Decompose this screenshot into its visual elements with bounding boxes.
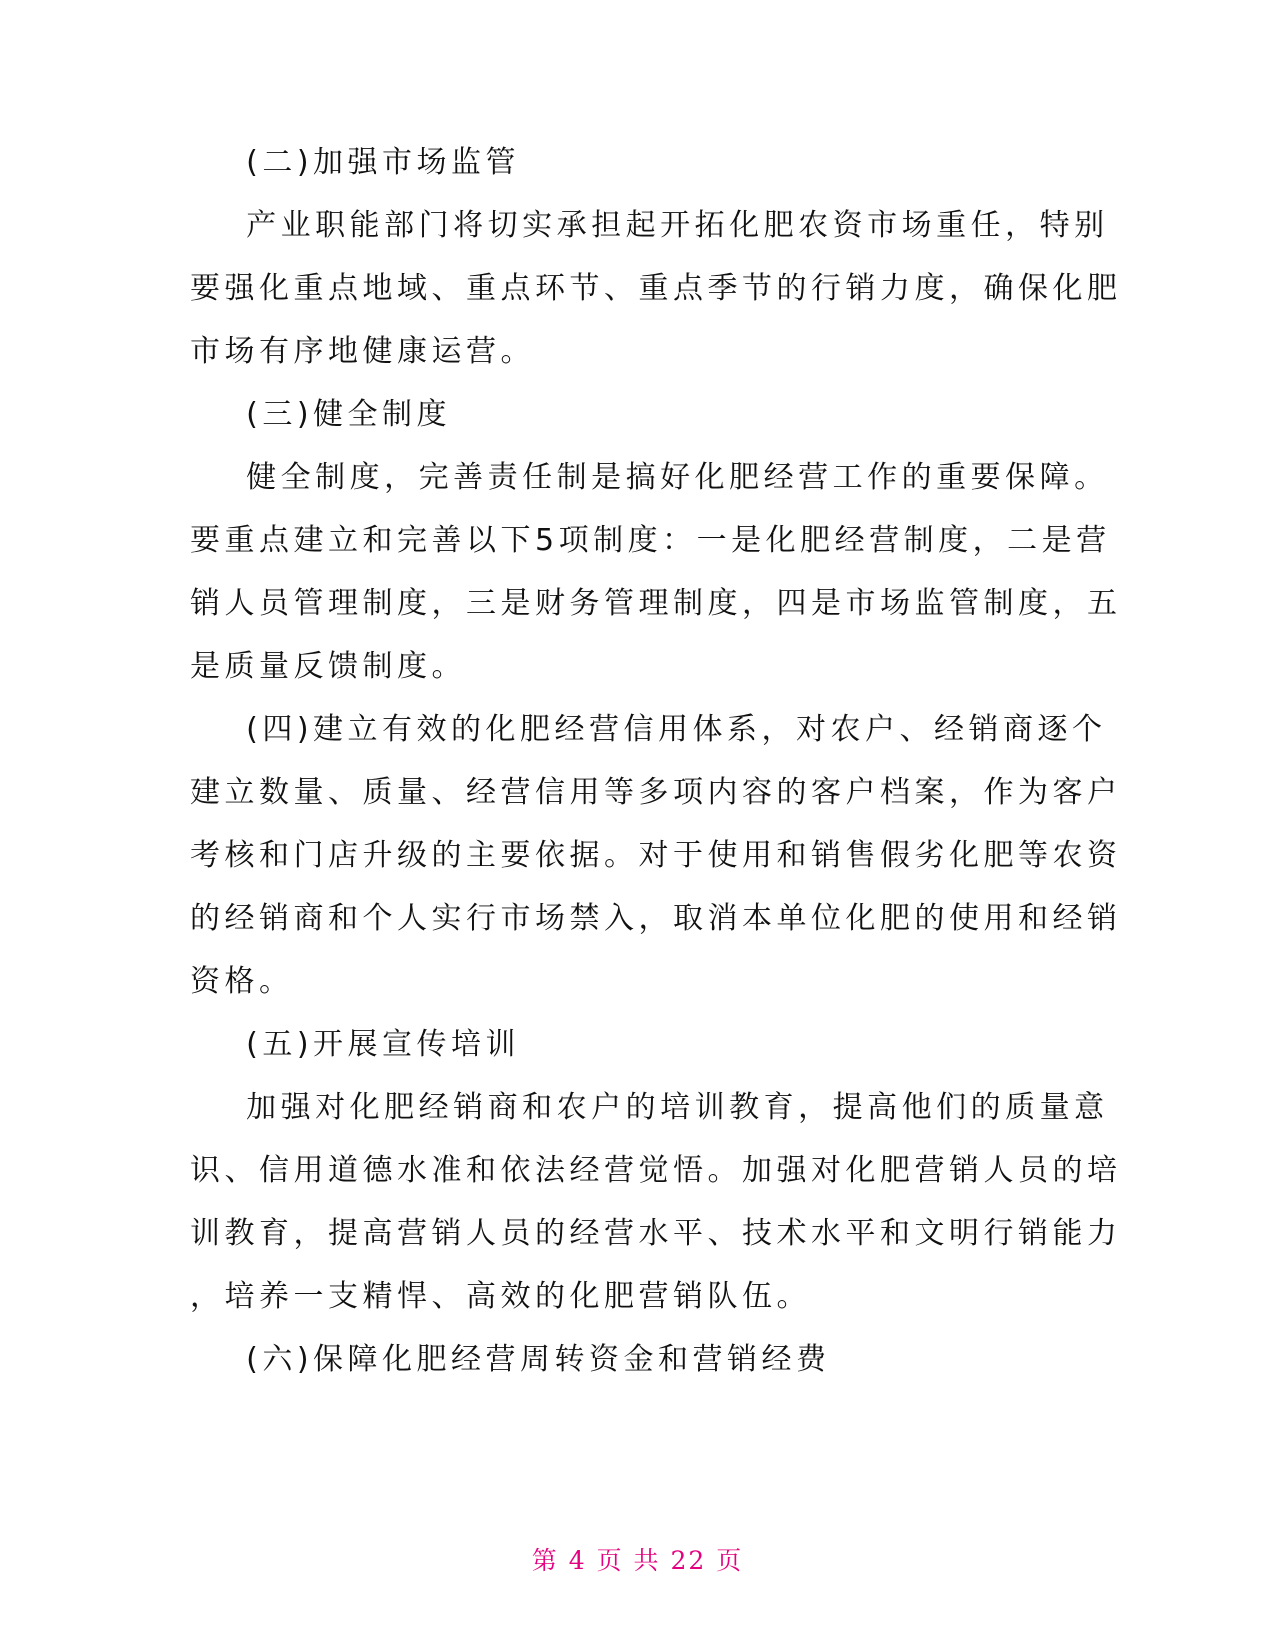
- paragraph-line: 资格。: [190, 964, 294, 999]
- paragraph-line: 的经销商和个人实行市场禁入，取消本单位化肥的使用和经销: [190, 901, 1122, 936]
- paragraph-line: 加强对化肥经销商和农户的培训教育，提高他们的质量意: [190, 1090, 1109, 1125]
- paragraph-line: 要重点建立和完善以下5项制度：一是化肥经营制度，二是营: [190, 523, 1111, 558]
- paragraph-line: 健全制度，完善责任制是搞好化肥经营工作的重要保障。: [190, 460, 1109, 495]
- paragraph-line: 考核和门店升级的主要依据。对于使用和销售假劣化肥等农资: [190, 838, 1122, 873]
- paragraph-line: 产业职能部门将切实承担起开拓化肥农资市场重任，特别: [190, 208, 1109, 243]
- paragraph-line: 市场有序地健康运营。: [190, 334, 535, 369]
- heading-publicity-training: (五)开展宣传培训: [190, 1027, 521, 1062]
- heading-strengthen-market-supervision: (二)加强市场监管: [190, 145, 521, 180]
- heading-credit-system: (四)建立有效的化肥经营信用体系，对农户、经销商逐个: [190, 712, 1107, 747]
- body-text: [190, 131, 1122, 1391]
- heading-guarantee-funds: (六)保障化肥经营周转资金和营销经费: [190, 1342, 831, 1377]
- paragraph-line: 是质量反馈制度。: [190, 649, 466, 684]
- paragraph-line: 识、信用道德水准和依法经营觉悟。加强对化肥营销人员的培: [190, 1153, 1122, 1188]
- paragraph-line: 要强化重点地域、重点环节、重点季节的行销力度，确保化肥: [190, 271, 1122, 306]
- paragraph-line: 训教育，提高营销人员的经营水平、技术水平和文明行销能力: [190, 1216, 1122, 1251]
- paragraph-line: ，培养一支精悍、高效的化肥营销队伍。: [190, 1279, 811, 1314]
- page-number-footer: 第 4 页 共 22 页: [531, 1546, 744, 1575]
- paragraph-line: 销人员管理制度，三是财务管理制度，四是市场监管制度，五: [190, 586, 1122, 621]
- heading-improve-system: (三)健全制度: [190, 397, 452, 432]
- paragraph-line: 建立数量、质量、经营信用等多项内容的客户档案，作为客户: [190, 775, 1122, 810]
